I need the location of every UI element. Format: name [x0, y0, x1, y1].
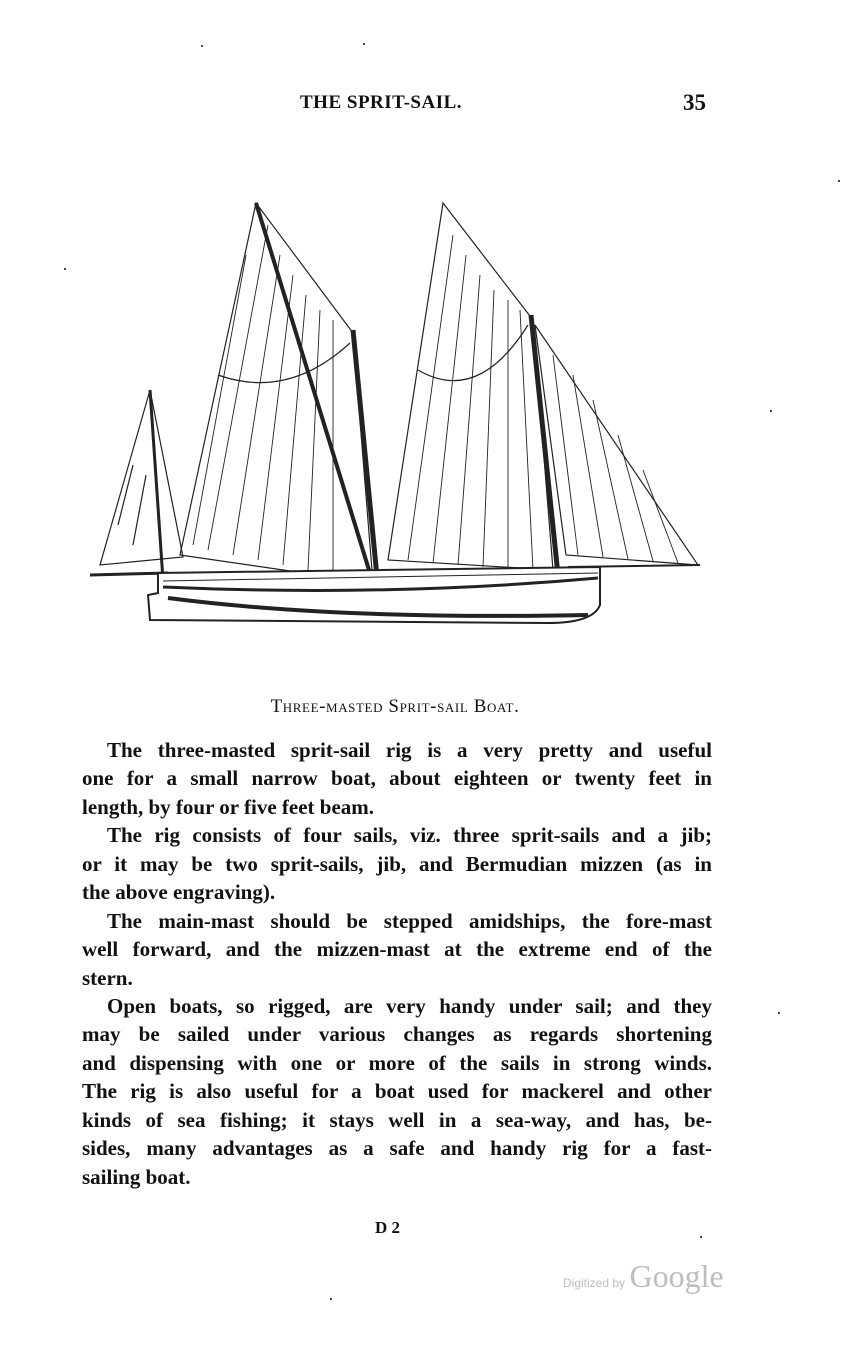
scan-speck — [778, 1012, 780, 1014]
text-line: sailing boat. — [82, 1164, 191, 1189]
watermark-prefix: Digitized by — [563, 1276, 626, 1290]
text-line: The three-masted sprit-sail rig is a very pretty and useful — [107, 738, 712, 762]
text-line: sides, many advantages as a safe and handy rig for a fast- — [82, 1136, 712, 1161]
text-line: The rig consists of four sails, viz. three sprit-sails and a jib; — [107, 823, 712, 848]
text-line: Open boats, so rigged, are very handy under sail; and they — [107, 993, 712, 1018]
scan-speck — [363, 43, 365, 45]
text-line: or it may be two sprit-sails, jib, and Bermudian mizzen (as in — [82, 851, 712, 876]
scan-speck — [838, 180, 840, 182]
text-line: may be sailed under various changes as regards shortening — [82, 1022, 712, 1047]
text-line: well forward, and the mizzen-mast at the extreme end of the — [82, 937, 712, 962]
text-line: The main-mast should be stepped amidships, the fore-mast — [107, 908, 712, 933]
text-line: and dispensing with one or more of the sails in strong winds. — [82, 1050, 712, 1075]
hull — [90, 565, 700, 623]
scan-speck — [201, 45, 203, 47]
text-line: length, by four or five feet beam. — [82, 794, 375, 819]
fore-sail — [388, 203, 558, 575]
scan-speck — [700, 1236, 702, 1238]
text-line: kinds of sea fishing; it stays well in a sea-way, and has, be- — [82, 1107, 712, 1132]
main-sail — [180, 203, 378, 587]
scan-speck — [64, 268, 66, 270]
body-text — [82, 736, 712, 1191]
text-line: stern. — [82, 965, 133, 990]
text-line: The rig is also useful for a boat used for mackerel and other — [82, 1079, 712, 1104]
boat-engraving — [88, 195, 708, 635]
text-line: one for a small narrow boat, about eighteen or twenty feet in — [82, 766, 712, 791]
caption-text: Three-masted Sprit-sail Boat. — [270, 696, 520, 717]
watermark-brand: Google — [629, 1258, 724, 1294]
scan-speck — [770, 410, 772, 412]
running-head: THE SPRIT-SAIL. — [300, 92, 463, 113]
text-line: the above engraving). — [82, 880, 276, 905]
jib-sail — [535, 325, 698, 565]
page-number: 35 — [683, 90, 706, 115]
google-watermark — [563, 1258, 724, 1295]
signature-mark: D 2 — [375, 1218, 401, 1237]
mizzen-sail — [100, 390, 183, 580]
figure-caption — [0, 696, 790, 718]
scan-speck — [330, 1298, 332, 1300]
